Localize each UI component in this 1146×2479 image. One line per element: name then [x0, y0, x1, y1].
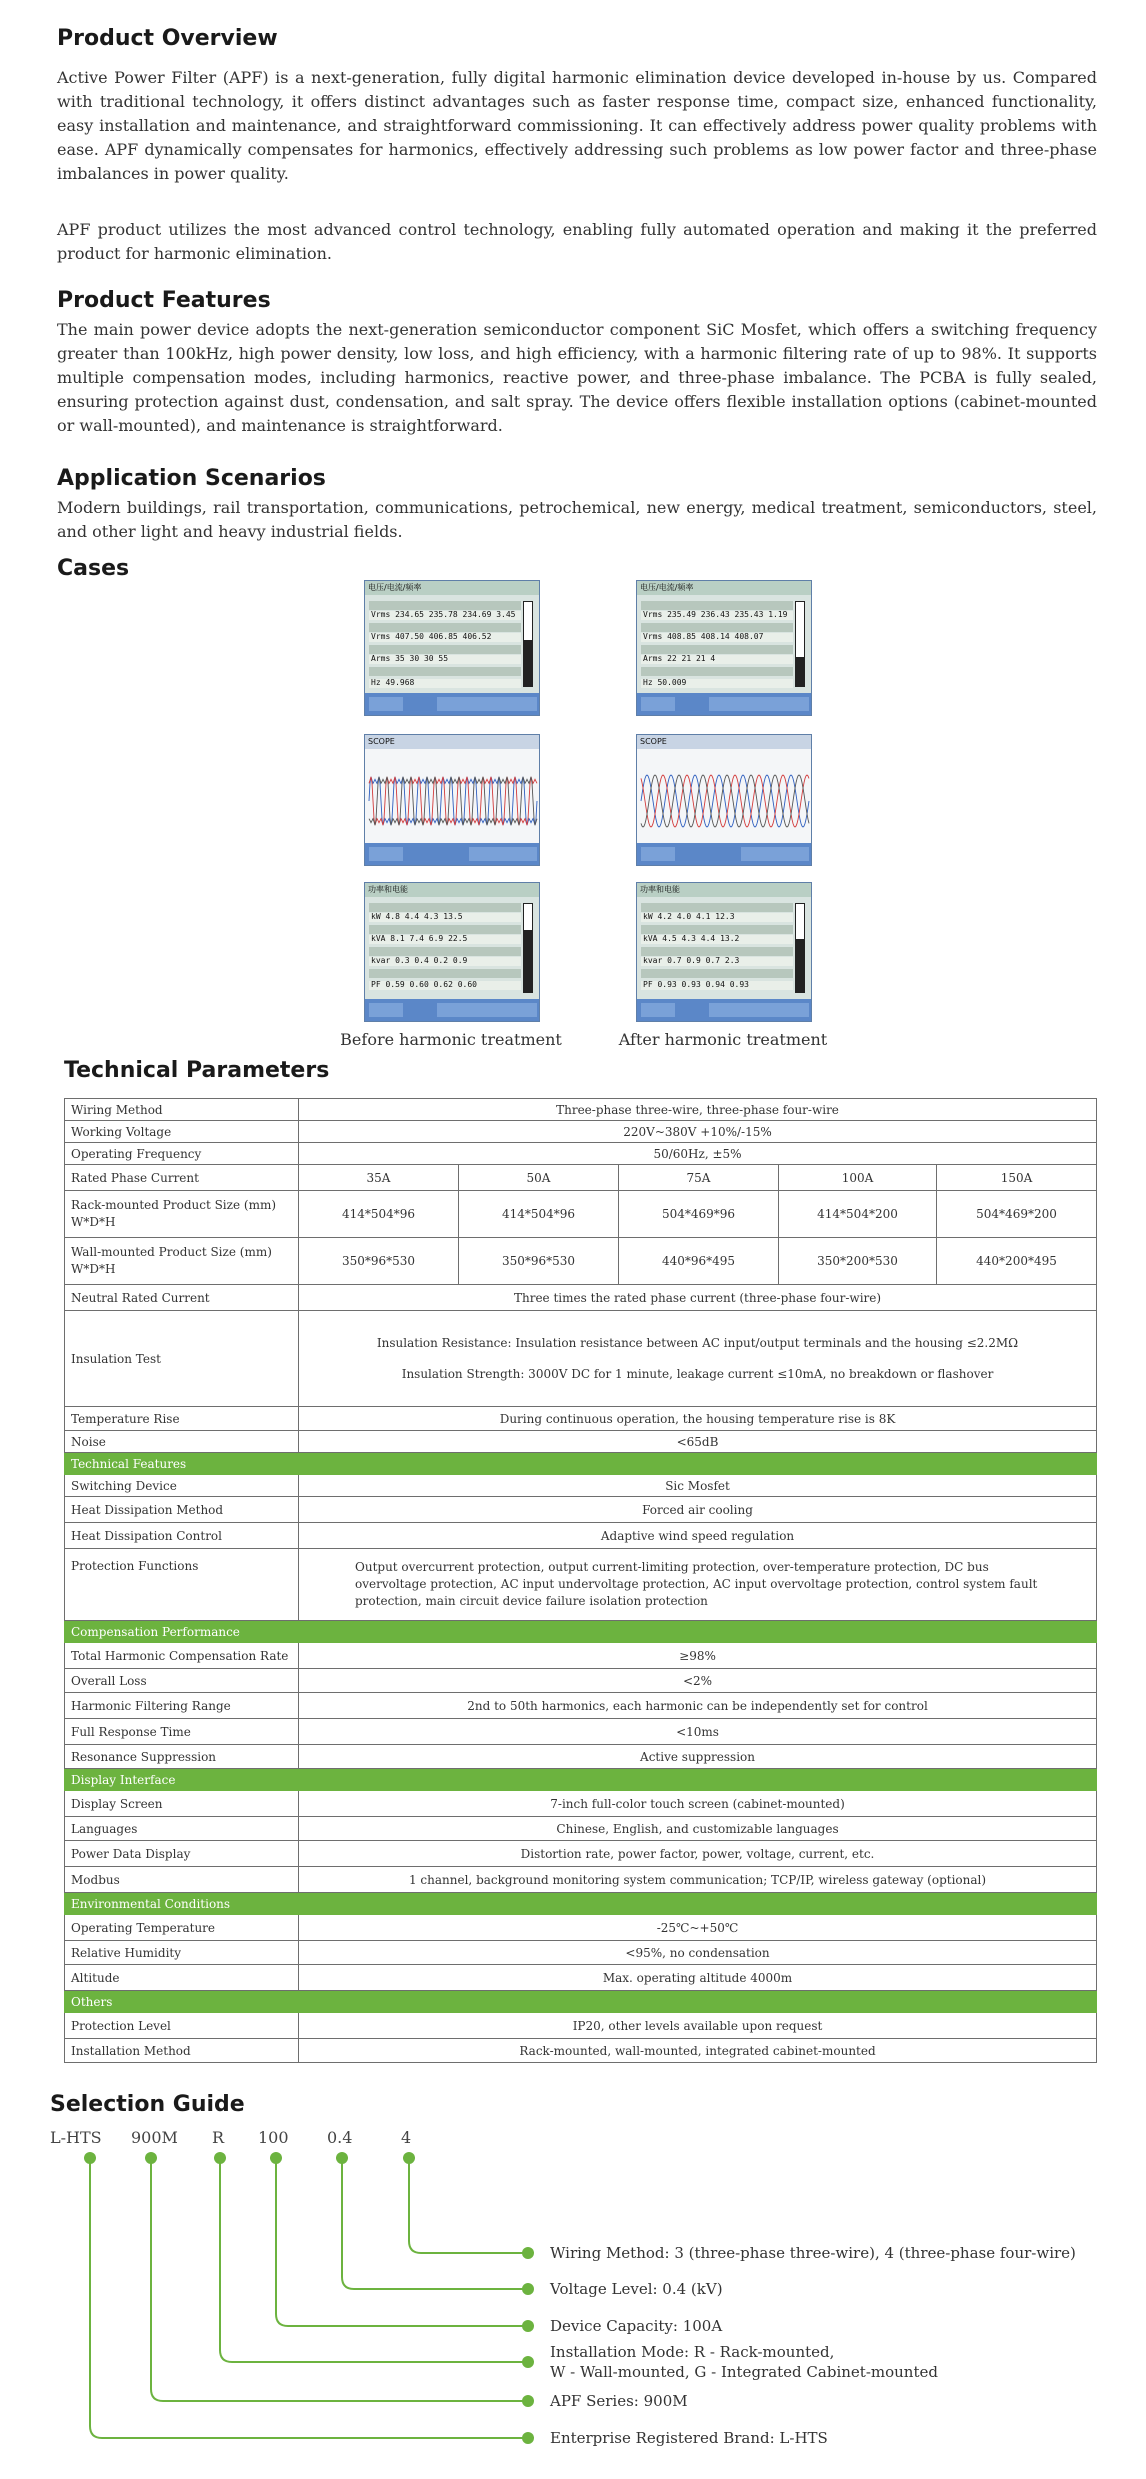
features-paragraph: The main power device adopts the next-generation semiconductor component SiC Mosfet, which offers a switching frequency greater than 100kHz, high power density, low loss, and high efficiency, with a harmonic filtering rate of up to 98%. It supports multiple compensation modes, including harmonics, reactive power, and three-phase imbalance. The PCBA is fully sealed, ensuring protection against dust, condensation, and salt spray. The device offers flexible installation options (cabinet-mounted or wall-mounted), and maintenance is straightforward.	[57, 320, 1097, 435]
after-vca-row: Vrms 235.49 236.43 235.43 1.19	[643, 610, 788, 619]
code-dot	[214, 2152, 226, 2164]
insulation-strength: Insulation Strength: 3000V DC for 1 minute, leakage current ≤10mA, no breakdown or flashover	[401, 1366, 994, 1381]
after-power-row: kvar 0.7 0.9 0.7 2.3	[643, 956, 740, 965]
legend-series: APF Series: 900M	[550, 2392, 688, 2410]
table-row: Switching Device Sic Mosfet	[65, 1475, 1097, 1497]
connector-line	[151, 2158, 528, 2401]
cases-title: Cases	[57, 556, 130, 581]
before-power-row: PF 0.59 0.60 0.62 0.60	[371, 980, 477, 989]
screen-title: 功率和电能	[365, 883, 539, 897]
section-header: Display Interface	[65, 1769, 1097, 1791]
legend-dot	[522, 2320, 534, 2332]
overview-paragraph-1: Active Power Filter (APF) is a next-generation, fully digital harmonic elimination device developed in-house by us. Compared with traditional technology, it offers distinct advantages such as faster response time, compact size, enhanced functionality, easy installation and maintenance, and straightforward commissioning. It can effectively address power quality problems with ease. APF dynamically compensates for harmonics, effectively addressing such problems as low power factor and three-phase imbalances in power quality.	[57, 68, 1097, 183]
before-power-row: kVA 8.1 7.4 6.9 22.5	[371, 934, 468, 943]
legend-install-1: Installation Mode: R - Rack-mounted,	[550, 2343, 835, 2361]
before-vca-row: Hz 49.968	[371, 678, 415, 687]
after-vca-row: Arms 22 21 21 4	[643, 654, 716, 663]
code-voltage: 0.4	[327, 2128, 353, 2147]
table-row: Neutral Rated Current Three times the rated phase current (three-phase four-wire)	[65, 1285, 1097, 1311]
section-header: Environmental Conditions	[65, 1893, 1097, 1915]
code-dot	[84, 2152, 96, 2164]
table-row: Operating Frequency 50/60Hz, ±5%	[65, 1143, 1097, 1165]
code-dot	[403, 2152, 415, 2164]
tech-title: Technical Parameters	[64, 1058, 330, 1083]
table-row: Protection Level IP20, other levels available upon request	[65, 2013, 1097, 2039]
code-series: 900M	[131, 2128, 178, 2147]
after-power-row: kW 4.2 4.0 4.1 12.3	[643, 912, 735, 921]
screen-title: 电压/电流/频率	[637, 581, 811, 595]
after-vca-row: Vrms 408.85 408.14 408.07	[643, 632, 764, 641]
section-header: Compensation Performance	[65, 1621, 1097, 1643]
screen-title: SCOPE	[365, 735, 539, 749]
before-vca-row: Arms 35 30 30 55	[371, 654, 449, 663]
code-dot	[270, 2152, 282, 2164]
section-header: Technical Features	[65, 1453, 1097, 1475]
table-row: Overall Loss <2%	[65, 1669, 1097, 1693]
table-row: Heat Dissipation Control Adaptive wind speed regulation	[65, 1523, 1097, 1549]
insulation-resistance: Insulation Resistance: Insulation resistance between AC input/output terminals and the housing ≤2.2MΩ	[376, 1335, 1019, 1350]
table-row: Full Response Time <10ms	[65, 1719, 1097, 1745]
screen-title: SCOPE	[637, 735, 811, 749]
code-capacity: 100	[258, 2128, 289, 2147]
features-title: Product Features	[57, 288, 271, 313]
after-power-row: PF 0.93 0.93 0.94 0.93	[643, 980, 749, 989]
table-row: Languages Chinese, English, and customizable languages	[65, 1817, 1097, 1841]
table-row: Heat Dissipation Method Forced air cooling	[65, 1497, 1097, 1523]
selection-title: Selection Guide	[50, 2092, 245, 2117]
before-vca-row: Vrms 234.65 235.78 234.69 3.45	[371, 610, 516, 619]
legend-dot	[522, 2395, 534, 2407]
connector-line	[276, 2158, 528, 2326]
code-dot	[336, 2152, 348, 2164]
table-row: Wiring Method Three-phase three-wire, three-phase four-wire	[65, 1099, 1097, 1121]
code-dot	[145, 2152, 157, 2164]
table-row: Working Voltage 220V~380V +10%/-15%	[65, 1121, 1097, 1143]
connector-line	[409, 2158, 528, 2253]
connector-line	[90, 2158, 528, 2438]
legend-dot	[522, 2356, 534, 2368]
before-power-row: kW 4.8 4.4 4.3 13.5	[371, 912, 463, 921]
applications-paragraph: Modern buildings, rail transportation, communications, petrochemical, new energy, medical treatment, semiconductors, steel, and other light and heavy industrial fields.	[57, 498, 1097, 541]
table-row: Display Screen 7-inch full-color touch screen (cabinet-mounted)	[65, 1791, 1097, 1817]
code-brand: L-HTS	[50, 2128, 102, 2147]
screen-title: 电压/电流/频率	[365, 581, 539, 595]
table-row: Noise <65dB	[65, 1431, 1097, 1453]
overview-paragraph-2: APF product utilizes the most advanced control technology, enabling fully automated operation and making it the preferred product for harmonic elimination.	[57, 220, 1097, 263]
legend-brand: Enterprise Registered Brand: L-HTS	[550, 2429, 828, 2447]
table-row: Relative Humidity <95%, no condensation	[65, 1941, 1097, 1965]
legend-dot	[522, 2283, 534, 2295]
table-row: Modbus 1 channel, background monitoring system communication; TCP/IP, wireless gateway (optional)	[65, 1867, 1097, 1893]
table-row: Operating Temperature -25℃~+50℃	[65, 1915, 1097, 1941]
section-header: Others	[65, 1991, 1097, 2013]
table-row: Wall-mounted Product Size (mm) W*D*H 350*96*530 350*96*530 440*96*495 350*200*530 440*200*495	[65, 1238, 1097, 1285]
applications-title: Application Scenarios	[57, 466, 326, 491]
connector-line	[220, 2158, 528, 2362]
table-row: Installation Method Rack-mounted, wall-mounted, integrated cabinet-mounted	[65, 2039, 1097, 2063]
table-row: Total Harmonic Compensation Rate ≥98%	[65, 1643, 1097, 1669]
code-install: R	[212, 2128, 225, 2147]
code-wiring: 4	[401, 2128, 412, 2147]
table-row: Rated Phase Current 35A 50A 75A 100A 150A	[65, 1165, 1097, 1191]
connector-line	[342, 2158, 528, 2289]
legend-dot	[522, 2247, 534, 2259]
legend-install-2: W - Wall-mounted, G - Integrated Cabinet-mounted	[550, 2363, 938, 2381]
table-row: Protection Functions Output overcurrent protection, output current-limiting protection, over-temperature protection, DC bus overvoltage protection, AC input undervoltage protection, AC input overvoltage protection, control system fault protection, main circuit device failure isolation protection	[65, 1549, 1097, 1621]
legend-wiring: Wiring Method: 3 (three-phase three-wire), 4 (three-phase four-wire)	[550, 2244, 1076, 2262]
table-row: Power Data Display Distortion rate, power factor, power, voltage, current, etc.	[65, 1841, 1097, 1867]
legend-voltage: Voltage Level: 0.4 (kV)	[550, 2280, 723, 2298]
table-row: Resonance Suppression Active suppression	[65, 1745, 1097, 1769]
after-caption: After harmonic treatment	[618, 1030, 828, 1049]
before-vca-row: Vrms 407.50 406.85 406.52	[371, 632, 492, 641]
table-row: Altitude Max. operating altitude 4000m	[65, 1965, 1097, 1991]
legend-capacity: Device Capacity: 100A	[550, 2317, 723, 2335]
table-row: Temperature Rise During continuous operation, the housing temperature rise is 8K	[65, 1407, 1097, 1431]
before-caption: Before harmonic treatment	[340, 1030, 562, 1049]
screen-title: 功率和电能	[637, 883, 811, 897]
overview-title: Product Overview	[57, 26, 278, 51]
before-power-row: kvar 0.3 0.4 0.2 0.9	[371, 956, 468, 965]
table-row: Rack-mounted Product Size (mm) W*D*H 414*504*96 414*504*96 504*469*96 414*504*200 504*469*200	[65, 1191, 1097, 1238]
table-row: Harmonic Filtering Range 2nd to 50th harmonics, each harmonic can be independently set for control	[65, 1693, 1097, 1719]
after-power-row: kVA 4.5 4.3 4.4 13.2	[643, 934, 740, 943]
legend-dot	[522, 2432, 534, 2444]
table-row: Insulation Test Insulation Resistance: Insulation resistance between AC input/output terminals and the housing ≤2.2MΩ Insulation Strength: 3000V DC for 1 minute, leakage current ≤10mA, no breakdown or flashover	[65, 1311, 1097, 1407]
after-vca-row: Hz 50.009	[643, 678, 687, 687]
